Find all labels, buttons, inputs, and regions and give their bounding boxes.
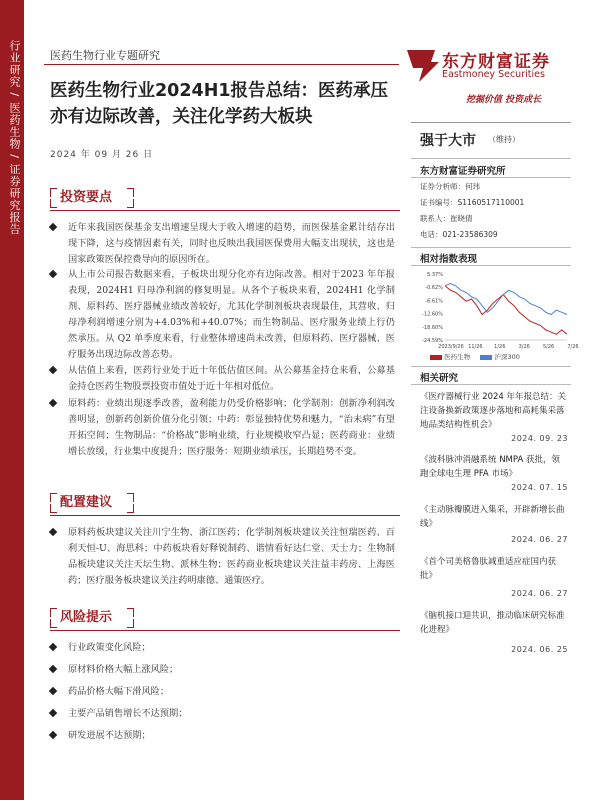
y-tick-label: -12.60% <box>422 311 443 318</box>
legend-swatch-pharma <box>430 355 442 360</box>
invest-point: 近年来我国医保基金支出增速呈现大于收入增速的趋势，而医保基金累计结存出现下降，这与疫情因素有关，同时也反映出我国医保费用大幅支出现状，这也是国家政策医保控费导向的原因所在。 <box>50 220 395 268</box>
section-invest-header <box>50 188 134 208</box>
related-report[interactable]: 《医疗器械行业 2024 年年报总结：关注设备换新政策逐步落地和高耗集采落地品类结构性机会》 <box>420 392 567 430</box>
analyst: 证券分析师：何玮 <box>420 182 480 191</box>
diamond-bullet-icon <box>49 643 57 651</box>
chart-legend <box>430 352 520 361</box>
section-risk-header <box>50 608 134 628</box>
contact: 联系人：崔晓倩 <box>420 214 473 223</box>
cert-number: 证书编号：S1160517110001 <box>420 198 525 207</box>
legend-swatch-hs300 <box>480 355 492 360</box>
risk-point: 原材料价格大幅上涨风险； <box>50 662 395 678</box>
invest-point: 从上市公司报告数据来看，子板块出现分化亦有边际改善。相对于2023 年年报表现，2024H1 归母净利润的修复明显。从各个子板块来看，2024H1 化学制剂、原料药、医疗器械业绩改善较好，尤其化学制剂板块表现最佳，其营收、归母净利润增速分别为+4.03%和+40.07%；而生物制品、医疗服务业绩上行仍然承压。从 Q2 单季度来看，行业整体增速尚未改善，但原料药、医疗器械、医疗服务出现边际改善态势。 <box>50 267 395 363</box>
y-tick-label: -18.60% <box>422 324 443 331</box>
related-date: 2024. 07. 15 <box>511 483 568 492</box>
config-point: 原料药板块建议关注川宁生物、浙江医药；化学制剂板块建议关注恒瑞医药、百利天恒-U、海思科；中药板块看好释锐制药、谐情看好达仁堂、天士力；生物制品板块建议关注天坛生物、派林生物；医药商业板块建议关注益丰药房、上海医药；医疗服务板块建议关注药明康德、通策医疗。 <box>50 525 395 589</box>
diamond-bullet-icon <box>49 687 57 695</box>
divider <box>411 366 571 367</box>
y-tick-label: 5.37% <box>427 272 443 278</box>
x-tick-label: 7/26 <box>567 344 579 350</box>
series-line-0 <box>445 286 567 335</box>
risk-point: 药品价格大幅下滑风险； <box>50 684 395 700</box>
related-date: 2024. 09. 23 <box>511 434 568 443</box>
logo-english: Eastmoney Securities <box>442 69 545 80</box>
diamond-bullet-icon <box>49 731 57 739</box>
section-risk-rule <box>50 630 400 631</box>
related-title: 相关研究 <box>420 373 459 384</box>
slogan: 挖掘价值 投资成长 <box>466 95 542 105</box>
section-config-header <box>50 493 134 513</box>
diamond-bullet-icon <box>49 528 57 536</box>
related-date: 2024. 06. 27 <box>511 589 568 598</box>
report-date: 2024 年 09 月 26 日 <box>50 150 154 160</box>
y-tick-label: -6.61% <box>425 298 443 305</box>
sidebar <box>0 0 24 800</box>
divider <box>411 247 571 248</box>
divider <box>411 177 571 178</box>
section-config-rule <box>50 515 400 516</box>
diamond-bullet-icon <box>49 665 57 673</box>
legend-label-pharma: 医药生物 <box>444 353 471 361</box>
section-risk-label: 风险提示 <box>60 610 113 625</box>
relative-index-chart <box>411 268 579 358</box>
divider <box>411 384 571 385</box>
section-config-label: 配置建议 <box>60 495 113 510</box>
header-rule <box>44 64 399 65</box>
related-report[interactable]: 《首个司美格鲁肽减重适应症国内获批》 <box>420 557 557 581</box>
related-date: 2024. 06. 25 <box>511 645 568 654</box>
related-date: 2024. 06. 27 <box>511 535 568 544</box>
section-invest-label: 投资要点 <box>60 190 113 205</box>
diamond-bullet-icon <box>49 709 57 717</box>
logo-name: 东方财富证券 <box>442 52 550 72</box>
phone: 电话：021-23586309 <box>420 230 498 239</box>
y-tick-label: -0.62% <box>425 285 443 292</box>
diamond-bullet-icon <box>49 223 57 231</box>
risk-point: 行业政策变化风险； <box>50 640 395 656</box>
risk-point: 主要产品销售增长不达预期； <box>50 706 395 722</box>
report-title: 医药生物行业2024H1报告总结：医药承压亦有边际改善，关注化学药大板块 <box>50 81 389 127</box>
chart-title: 相对指数表现 <box>420 254 478 265</box>
divider <box>411 265 571 266</box>
rating: 强于大市 <box>420 133 476 149</box>
rating-rule <box>411 122 571 123</box>
x-tick-label: 11/26 <box>468 344 483 350</box>
x-tick-label: 5/26 <box>542 344 555 350</box>
diamond-bullet-icon <box>49 366 57 374</box>
report-category: 医药生物行业专题研究 <box>50 49 160 62</box>
x-tick-label: 2023/9/26 <box>438 344 464 350</box>
diamond-bullet-icon <box>49 270 57 278</box>
y-tick-label: -24.59% <box>422 338 443 344</box>
invest-point: 原料药：业绩出现逐季改善，盈利能力仍受价格影响；化学制剂：创新净利润改善明显，创新药创新价值分化引领；中药：彰显独特优势和魅力，“治未病”有望开拓空间；生物制品：“价格战”影响业绩，行业规模收窄凸显；医药商业：业绩增长放缓，行业集中度提升；医疗服务：短期业绩承压，长期趋势不变。 <box>50 396 395 460</box>
section-invest-rule <box>50 210 400 211</box>
legend-label-hs300: 沪深300 <box>494 353 520 361</box>
related-report[interactable]: 《主动脉瓣膜进入集采，开辟新增长曲线》 <box>420 505 565 529</box>
research-institute: 东方财富证券研究所 <box>420 166 506 177</box>
divider <box>411 158 571 159</box>
related-report[interactable]: 《脑机接口迎共识，推动临床研究标准化进程》 <box>420 611 565 635</box>
x-tick-label: 1/26 <box>494 344 506 350</box>
diamond-bullet-icon <box>49 399 57 407</box>
invest-point: 从估值上来看，医药行业处于近十年低估值区间。从公募基金持仓来看，公募基金持仓医药生物股票投资市值处于近十年相对低位。 <box>50 363 395 395</box>
risk-point: 研发进展不达预期； <box>50 728 395 744</box>
x-tick-label: 3/26 <box>518 344 530 350</box>
rating-note: （维持） <box>488 135 520 144</box>
sidebar-label: 行业研究 / 医药生物 / 证券研究报告 <box>8 40 21 236</box>
related-report[interactable]: 《波科脉冲消融系统 NMPA 获批，领跑全球电生理 PFA 市场》 <box>420 455 560 479</box>
